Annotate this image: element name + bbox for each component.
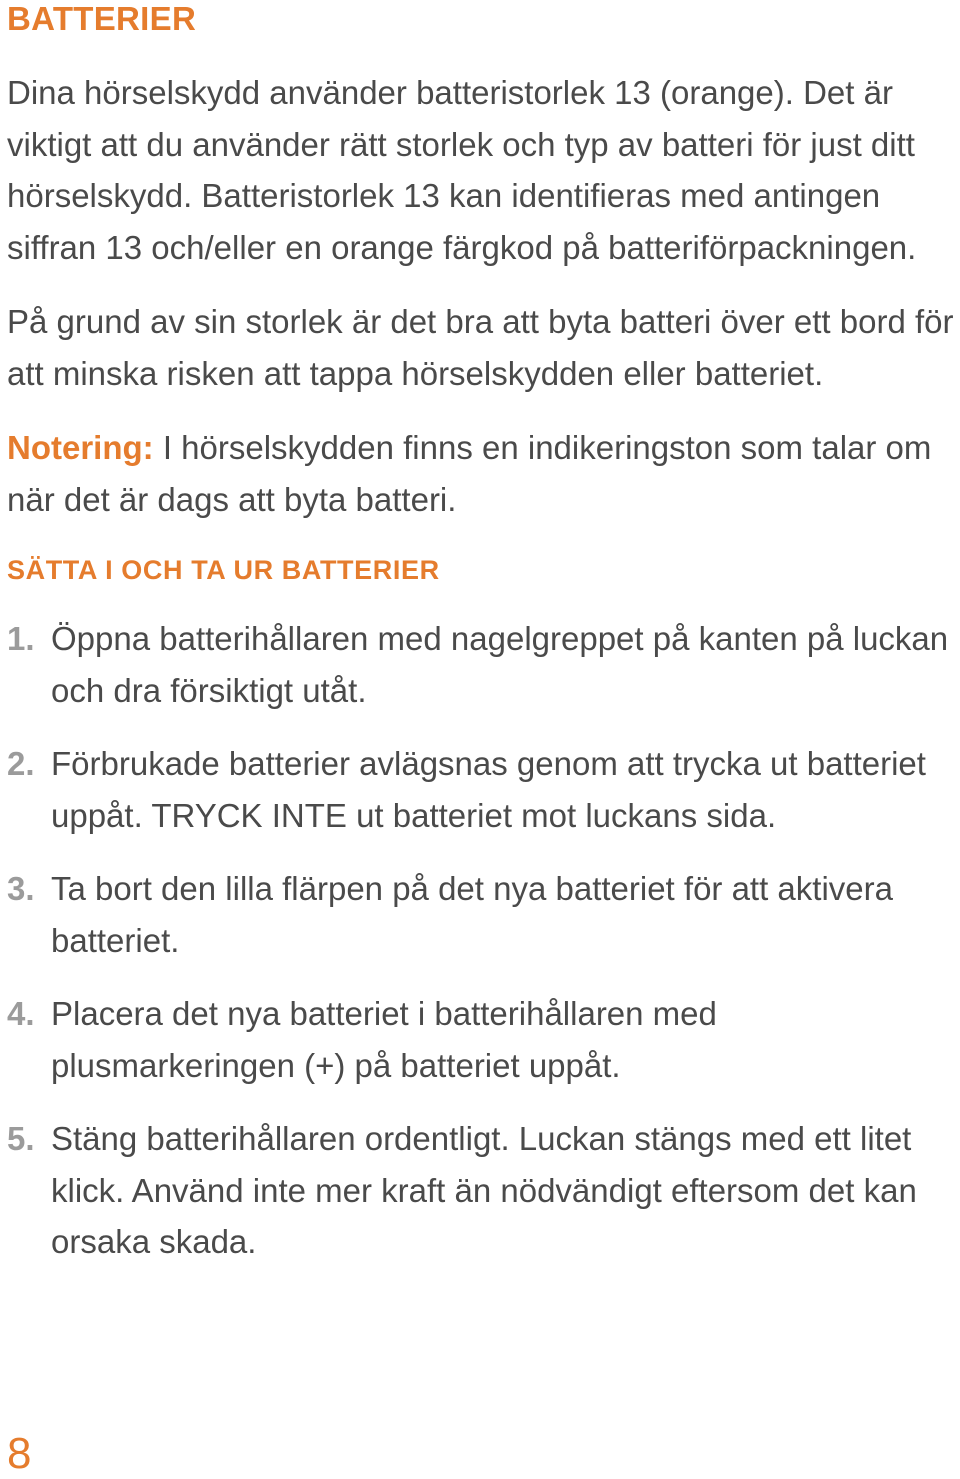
step-text: Ta bort den lilla flärpen på det nya batteriet för att aktivera batteriet.: [51, 870, 893, 959]
step-item: [7, 613, 957, 716]
step-number: 2.: [7, 745, 35, 782]
step-item: [7, 738, 957, 841]
step-text: Öppna batterihållaren med nagelgreppet på kanten på luckan och dra försiktigt utåt.: [51, 620, 949, 709]
section-heading: BATTERIER: [7, 0, 197, 37]
tip-paragraph: På grund av sin storlek är det bra att byta batteri över ett bord för att minska risken att tappa hörselskydden eller batteriet.: [7, 303, 954, 392]
note-text: I hörselskydden finns en indikeringston som talar om när det är dags att byta batteri.: [7, 429, 932, 518]
step-item: [7, 863, 957, 966]
step-text: Förbrukade batterier avlägsnas genom att trycka ut batteriet uppåt. TRYCK INTE ut batteriet mot luckans sida.: [51, 745, 926, 834]
page-number: 8: [7, 1429, 32, 1478]
note-label: Notering:: [7, 429, 154, 466]
step-item: [7, 1113, 957, 1268]
intro-paragraph: Dina hörselskydd använder batteristorlek 13 (orange). Det är viktigt att du använder rätt storlek och typ av batteri för just ditt hörselskydd. Batteristorlek 13 kan identifieras med antingen siffran 13 och/eller en orange färgkod på batteriförpackningen.: [7, 74, 917, 266]
subsection-heading: SÄTTA I OCH TA UR BATTERIER: [7, 555, 440, 585]
step-item: [7, 988, 957, 1091]
step-number: 4.: [7, 995, 35, 1032]
step-text: Stäng batterihållaren ordentligt. Luckan stängs med ett litet klick. Använd inte mer kraft än nödvändigt eftersom det kan orsaka skada.: [51, 1120, 917, 1260]
step-number: 1.: [7, 620, 35, 657]
step-number: 3.: [7, 870, 35, 907]
manual-page: [7, 0, 957, 1268]
step-text: Placera det nya batteriet i batterihållaren med plusmarkeringen (+) på batteriet uppåt.: [51, 995, 717, 1084]
note-paragraph: [7, 422, 957, 525]
step-number: 5.: [7, 1120, 35, 1157]
steps-list: [7, 613, 957, 1268]
